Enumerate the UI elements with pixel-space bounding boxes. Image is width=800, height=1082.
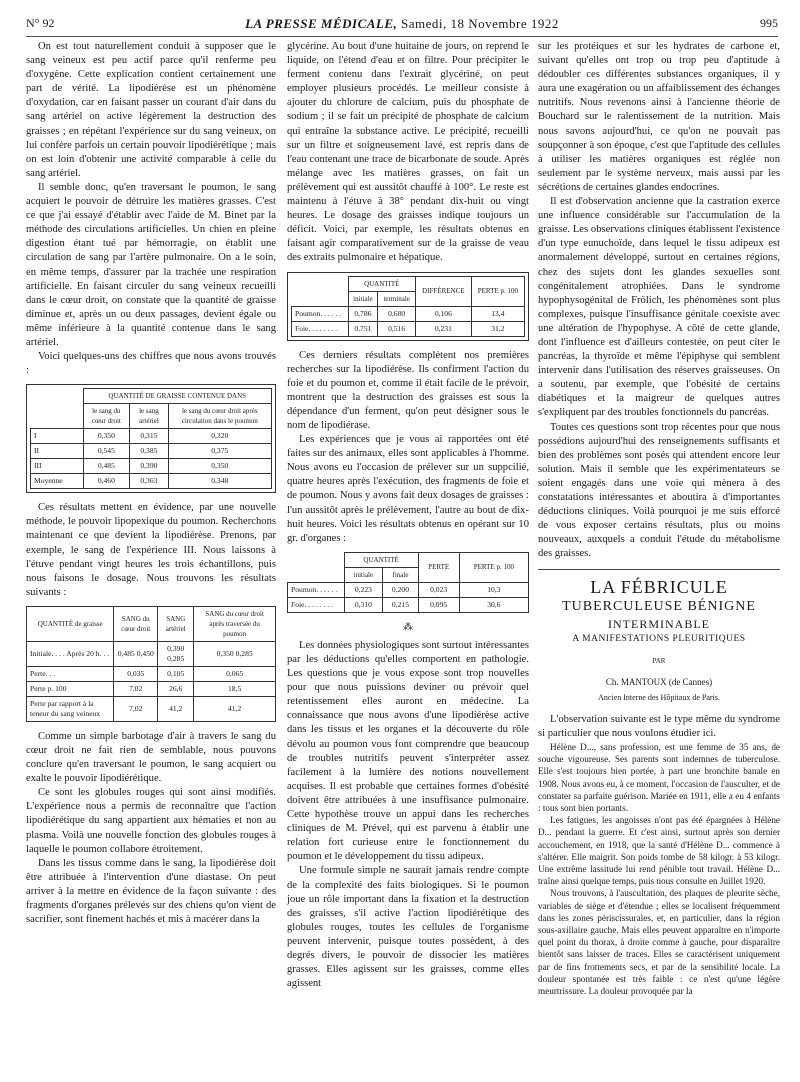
paragraph: Ce sont les globules rouges qui sont ainsi modifiés. L'expérience nous a permis de reconnaître que l'action lipodiérétique du sang appartient aux hématies et non au plasma. Voilà une nouvelle fonction des globules rouges à laquelle le poumon collabore étroitement. (26, 787, 276, 855)
table-cell: 0,786 (348, 306, 378, 321)
issue-number: N° 92 (26, 16, 55, 30)
table-row (288, 597, 529, 612)
table-cell: 0,751 (348, 321, 378, 336)
issue-date: Samedi, 18 Novembre 1922 (401, 16, 559, 31)
paragraph: Une formule simple ne saurait jamais rendre compte de la complexité des faits biologiques. Si le poumon joue un rôle important dans la fixation et la destruction des graisses, s'il active l'action lipodiérétique des globules rouges, toutes les cellules de l'organisme peuvent intervenir, puisque toutes possèdent, à des degrés divers, le pouvoir de dissocier les matières grasses. Elles agissent sur les graisses, comme elles agissent (287, 865, 529, 990)
paragraph: Ces derniers résultats complètent nos premières recherches sur la lipodiérèse. Ils confirment l'action du foie et du poumon et, comme il était facile de le prévoir, montrent que la destruction des graisses est sous la dépendance d'un ferment, qu'on peut désigner sous le nom de lipodiérase. (287, 349, 529, 431)
table-cell: 0,390 0,285 (158, 641, 194, 666)
table-row (27, 666, 276, 681)
column-header: PERTE p. 100 (471, 276, 524, 306)
table-cell: 0,023 (418, 582, 459, 597)
article-title-line4: A MANIFESTATIONS PLEURITIQUES (572, 634, 746, 645)
table-cell: 13,4 (471, 306, 524, 321)
article-divider (538, 569, 780, 570)
row-label: Perte p. 100 (27, 681, 114, 696)
paragraph: glycérine. Au bout d'une huitaine de jours, on reprend le liquide, on l'étend d'eau et on filtre. Pour précipiter le ferment contenu dans l'extrait glycériné, on peut employer plusieurs procédés. Le meilleur consiste à ajouter du chlorure de calcium, puis du phosphate de sodium ; il se fait un précipité de phosphate de calcium qui entraîne la substance active. Le précipité, recueilli sur un filtre et soigneusement lavé, est repris dans de l'eau contenant une trace de bicarbonate de soude. Après mélange avec les matières grasses, on fait un prélèvement qui est aussitôt chauffé à 100°. Le reste est maintenu à l'étuve à 38° pendant dix-huit ou vingt heures. Le dosage des graisses indique toujours un déficit. Voici, par exemple, les résultats obtenus en faisant agir comparativement sur de la graisse de veau des extraits pulmonaire et hépatique. (287, 41, 529, 264)
paragraph: On est tout naturellement conduit à supposer que le sang veineux est peu actif parce qu'il renferme peu d'oxygène. Cette explication contient certainement une part de vérité. La lipodiérèse est un phénomène d'oxydation, car en faisant passer un courant d'air dans du sang artériel on active légèrement la destruction des graisses ; en répétant l'expérience sur du sang veineux, on lui confère parfois un certain pouvoir lipodiérétique ; mais on est loin d'obtenir une activité comparable à celle du sang artériel. (26, 41, 276, 179)
paragraph: Il semble donc, qu'en traversant le poumon, le sang acquiert le pouvoir de détruire les matières grasses. C'est ce que j'ai essayé d'établir avec l'aide de M. Binet par la méthode des circulations artificielles. Un chien en pleine digestion étant tué par hémorragie, on établit une circulation de sang par l'artère pulmonaire. On a le soin, en même temps, d'assurer par la trachée une respiration artificielle. En faisant circuler du sang veineux recueilli dans le cœur droit, on constate que la quantité de graisse diminue et, après un ou deux passages, devient égale ou même inférieure à la quantité contenue dans le sang artériel. (26, 181, 276, 348)
table-row (27, 641, 276, 666)
column-header: PERTE (418, 552, 459, 582)
byline-par: PAR (652, 657, 666, 666)
article-title-line2: TUBERCULEUSE BÉNIGNE (562, 599, 756, 615)
table-cell: 0,231 (416, 321, 472, 336)
table-row (31, 444, 272, 459)
column-header: SANG artériel (158, 606, 194, 641)
column-header: finale (383, 567, 418, 582)
page-header (26, 14, 778, 37)
row-label: III (31, 459, 84, 474)
table-cell: 0,516 (378, 321, 416, 336)
table-cell: 0,215 (383, 597, 418, 612)
table-cell: 0,390 (130, 459, 168, 474)
column-header: SANG du cœur droit après traversée du poumon (194, 606, 276, 641)
paragraph: Nous trouvons, à l'auscultation, des plaques de pleurite sèche, variables de siège et d'étendue ; elles se localisent fréquemment dans les zones périscissurales, et, en particulier, dans la région sous-axillaire gauche. Mais elles peuvent apparaître en n'importe quel point du thorax, à droite comme à gauche, pour disparaître bientôt sans laisser de traces. Elles se caractérisent uniquement par de fins frottements secs, et par de la sensibilité locale. La douleur spontanée est très faible : ce n'est qu'une légère meurtrissure. La douleur provoquée par la (538, 888, 780, 996)
article-title-line3: INTERMINABLE (608, 617, 710, 632)
table-group-header: QUANTITÉ (348, 276, 416, 291)
column-header: le sang artériel (130, 404, 168, 429)
table-cell: 41,2 (158, 696, 194, 721)
table-cell: 0,350 0,285 (194, 641, 276, 666)
row-label: Foie. . . . . . . . (288, 597, 345, 612)
column-header: DIFFÉRENCE (416, 276, 472, 306)
section-separator: ⁂ (403, 621, 413, 633)
table-row (31, 474, 272, 489)
row-label: I (31, 429, 84, 444)
table-cell: 0,363 (130, 474, 168, 489)
row-label: Poumon. . . . . . (288, 582, 345, 597)
table-cell: 30,6 (459, 597, 528, 612)
data-table (291, 276, 525, 337)
row-label: Foie. . . . . . . . (292, 321, 349, 336)
article-title: LA FÉBRICULE (590, 577, 728, 598)
journal-title (26, 16, 778, 32)
table-cell: 0,348 (168, 474, 271, 489)
table-row (31, 429, 272, 444)
table-row (292, 306, 525, 321)
column-header: initiale (348, 291, 378, 306)
table-cell: 18,5 (194, 681, 276, 696)
paragraph: Les fatigues, les angoisses n'ont pas été épargnées à Hélène D... pendant la guerre. Et c'est ainsi, surtout après son dernier accouchement, en 1918, que la santé d'Hélène D... commence à s'altérer. Elle maigrit. Son poids tombe de 58 kilogr. à 53 kilogr. Une extrême lassitude lui rend pénible tout travail. Hélène D... traîne ainsi quelque temps, puis nous consulte en Juillet 1920. (538, 815, 780, 887)
table-cell: 0,375 (168, 444, 271, 459)
table-extraits (287, 272, 529, 341)
table-cell: 0,385 (130, 444, 168, 459)
column-1 (26, 40, 276, 927)
row-label: Perte. . . (27, 666, 114, 681)
paragraph: Comme un simple barbotage d'air à travers le sang du cœur droit ne fait rien de semblable, nous pouvons conclure qu'en traversant le poumon, le sang acquiert ou exalte le pouvoir lipodiérétique. (26, 730, 276, 785)
paragraph: Les expériences que je vous ai rapportées ont été faites sur des animaux, elles sont applicables à l'homme. Nous avons eu l'occasion de prélever sur un suppcilié, quatre heures après l'exécution, des fragments de foie et de poumon. Nous y avons fait deux dosages de graisses : l'un aussitôt après le prélèvement, l'autre au bout de dix-huit heures. Voici les résultats obtenus en opérant sur 10 gr. d'organes : (287, 434, 529, 544)
table-row (292, 321, 525, 336)
row-label: Perte par rapport à la teneur du sang veineux (27, 696, 114, 721)
row-label: II (31, 444, 84, 459)
column-header: PERTE p. 100 (459, 552, 528, 582)
table-cell: 0,035 (114, 666, 158, 681)
table-row (27, 681, 276, 696)
table-graisse-sang (26, 384, 276, 493)
table-cell: 0,315 (130, 429, 168, 444)
journal-name: LA PRESSE MÉDICALE, (245, 16, 398, 31)
column-header: initiale (344, 567, 383, 582)
row-label: Moyenne (31, 474, 84, 489)
table-cell: 10,3 (459, 582, 528, 597)
column-header: SANG du cœur droit (114, 606, 158, 641)
table-cell: 26,6 (158, 681, 194, 696)
paragraph: sur les protéiques et sur les hydrates de carbone et, suivant qu'elles ont trop ou trop peu d'aptitude à dédoubler ces différentes substances organiques, il y aura une exagération ou un affaiblissement des échanges nutritifs. Nous revenons ainsi à l'ancienne théorie de Bouchard sur le ralentissement de la nutrition. Mais nous savons aujourd'hui, ce qu'on ne pouvait pas soupçonner à son époque, c'est que l'aptitude des cellules à utiliser les matières organiques est réglée non seulement par le système nerveux, mais aussi par les sécrétions de certaines glandes endocrines. (538, 41, 780, 193)
paragraph: L'observation suivante est le type même du syndrome si particulier que nous voulons étudier ici. (538, 713, 780, 739)
table-cell: 7,02 (114, 681, 158, 696)
table-group-header: QUANTITÉ DE GRAISSE CONTENUE DANS (83, 389, 272, 404)
paragraph: Il est d'observation ancienne que la castration exerce une influence considérable sur l'accumulation de la graisse. Les observations cliniques établissent l'existence d'un type eunuchoïde, dans lequel le tissu adipeux est anormalement développé, surtout en certaines régions, chez des sujets dont les glandes sexuelles sont congénitalement atrophiées. Dans le syndrome hypophysogénital de Frölich, les phénomènes sont plus complexes, puisque l'insuffisance génitale coexiste avec une altération de l'hypophyse. A côté de cette glande, dont l'influence est d'ailleurs contestée, on peut citer le pancréas, la thyroïde et même l'épiphyse qui semblent intervenir dans l'utilisation des réserves graisseuses. On a soutenu, par exemple, que l'obésité de certains diabétiques et la maigreur de quelques autres s'expliquent par des troubles fonctionnels du pancréas. (538, 196, 780, 419)
paragraph: Hélène D..., sans profession, est une femme de 35 ans, de souche vigoureuse. Ses parents sont indemnes de tuberculose. Elle s'est toujours bien portée, à part une bronchite banale en 1908. Nous avons eu, à ce moment, l'occasion de l'ausculter, et de constater sa parfaite guérison. Mariée en 1911, elle a eu 4 enfants : tous sont bien portants. (538, 741, 781, 813)
page-number: 995 (760, 16, 778, 30)
column-header: QUANTITÉ de graisse (27, 606, 114, 641)
table-cell: 7,02 (114, 696, 158, 721)
table-organes-humains (287, 552, 529, 613)
table-row (31, 459, 272, 474)
row-label: Poumon. . . . . . (292, 306, 349, 321)
table-cell: 0,350 (168, 459, 271, 474)
case-report (538, 741, 780, 997)
paragraph: Dans les tissus comme dans le sang, la lipodiérèse doit être attribuée à l'intervention d'une diastase. On peut arriver à la mettre en évidence de la façon suivante : des fragments d'organes prélevés sur des chiens qu'on vient de sacrifier, sont finement hachés et mis à macérer dans la (26, 857, 276, 926)
column-3 (538, 40, 780, 997)
table-cell: 31,2 (471, 321, 524, 336)
paragraph: Voici quelques-uns des chiffres que nous avons trouvés : (26, 351, 276, 377)
table-cell: 0,310 (344, 597, 383, 612)
row-label: Initiale. . . . Après 20 h. . . (27, 641, 114, 666)
table-cell: 0,065 (194, 666, 276, 681)
paragraph: Toutes ces questions sont trop récentes pour que nous possédions aujourd'hui des renseignements suffisants et bien des problèmes sont posés qui attendent encore leur solution. Mais il semble que les expérimentateurs se soient engagés dans une voie qui mènera à des constatations intéressantes et aboutira à d'importantes déductions cliniques. Voilà pourquoi je me suis efforcé de vous exposer certains résultats, plus ou moins nouveaux, auxquels a conduit l'étude du métabolisme des graisses. (538, 421, 780, 560)
table-lipodierese-sang (26, 606, 276, 722)
table-cell: 0,460 (83, 474, 130, 489)
table-cell: 0,200 (383, 582, 418, 597)
table-row (27, 696, 276, 721)
author-role: Ancien Interne des Hôpitaux de Paris. (598, 692, 720, 702)
paragraph: Les données physiologiques sont surtout intéressantes par les déductions qu'elles comportent en pathologie. Les questions que je vous expose sont trop nouvelles pour que nous puissions deviner ou prévoir quel retentissement elles auront en médecine. La connaissance que nous avons d'une lipodiérèse active dans les tissus et les organes et la découverte du rôle dévolu au poumon vous font comprendre que beaucoup de troubles nutritifs peuvent s'interpréter assez facilement à la lumière des notions nouvellement acquises. Il est probable que certaines formes d'obésité doivent être attribuées à une insuffisance pulmonaire. Cette hypothèse trouve un appui dans les recherches cliniques de M. Prével, qui est parvenu à établir une relation fort curieuse entre le fonctionnement du poumon et le développement du tissu adipeux. (287, 639, 529, 863)
data-table (30, 388, 272, 489)
table-cell: 0,485 0,450 (114, 641, 158, 666)
table-row (288, 582, 529, 597)
column-header: le sang du cœur droit après circulation dans le poumon (168, 404, 271, 429)
table-cell: 0,350 (83, 429, 130, 444)
column-2 (287, 40, 529, 991)
table-cell: 0,106 (416, 306, 472, 321)
table-cell: 41,2 (194, 696, 276, 721)
paragraph: Ces résultats mettent en évidence, par une nouvelle méthode, le pouvoir lipopexique du poumon. Recherchons maintenant ce que devient la lipodiérèse. Prenons, par exemple, le sang de l'expérience III. Nous laissons à l'étuve pendant vingt heures les trois échantillons, puis nous faisons le dosage. Nous trouvons les résultats suivants : (26, 502, 276, 598)
table-cell: 0,095 (418, 597, 459, 612)
column-header: terminale (378, 291, 416, 306)
column-header: le sang du cœur droit (83, 404, 130, 429)
table-cell: 0,105 (158, 666, 194, 681)
table-cell: 0,485 (83, 459, 130, 474)
author-name: Ch. MANTOUX (de Cannes) (605, 676, 713, 687)
table-group-header: QUANTITÉ (344, 552, 418, 567)
table-cell: 0,320 (168, 429, 271, 444)
table-cell: 0,680 (378, 306, 416, 321)
table-cell: 0,545 (83, 444, 130, 459)
table-cell: 0,223 (344, 582, 383, 597)
